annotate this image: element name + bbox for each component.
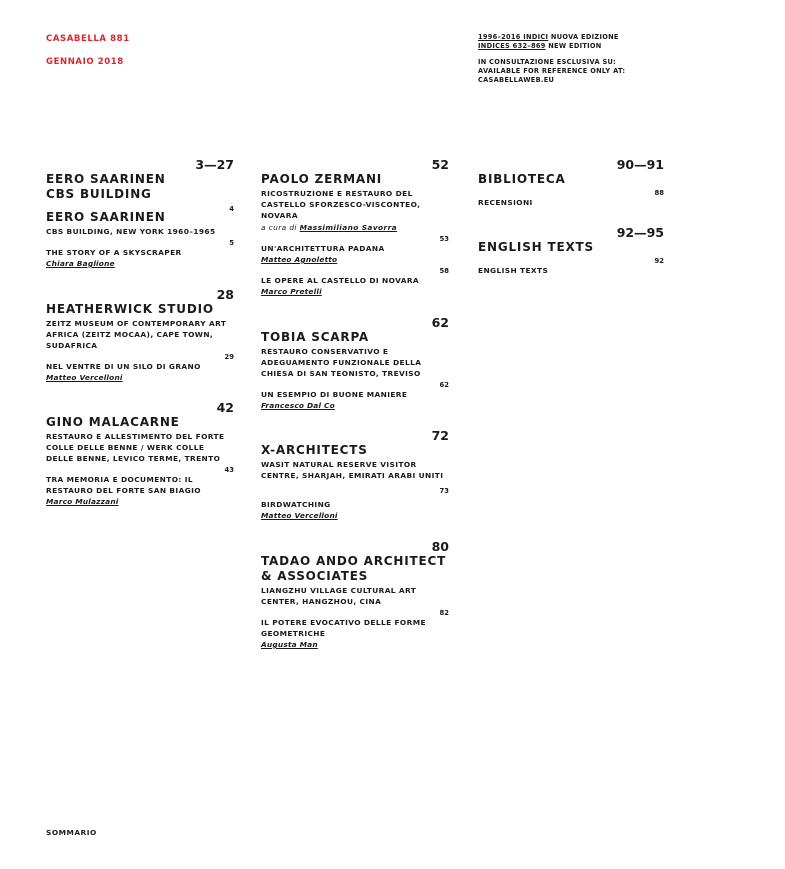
article-author[interactable]: Matteo Vercelloni: [261, 511, 338, 520]
section-scarpa: [261, 316, 449, 411]
article-page-number: 58: [439, 267, 449, 275]
index-info-block: [478, 33, 625, 85]
index-italian-link[interactable]: 1996–2016 INDICI: [478, 33, 549, 41]
article-author[interactable]: Marco Mulazzani: [46, 497, 119, 506]
article-subtitle: CBS BUILDING, NEW YORK 1960–1965: [46, 227, 216, 236]
section-page-number: 62: [431, 315, 449, 330]
article-page-number: 82: [439, 609, 449, 617]
section-title: X-ARCHITECTS: [261, 443, 368, 457]
section-subtitle: RICOSTRUZIONE E RESTAURO DEL CASTELLO SFORZESCO-VISCONTEO, NOVARA: [261, 189, 421, 220]
article-title: LE OPERE AL CASTELLO DI NOVARA: [261, 276, 420, 285]
section-zermani: [261, 158, 449, 297]
section-title: PAOLO ZERMANI: [261, 172, 383, 186]
curator-name[interactable]: Massimiliano Savorra: [299, 223, 397, 232]
article-title: UN'ARCHITETTURA PADANA: [261, 244, 385, 253]
reference-line-it: IN CONSULTAZIONE ESCLUSIVA SU:: [478, 58, 617, 66]
article-title: TRA MEMORIA E DOCUMENTO: IL RESTAURO DEL FORTE SAN BIAGIO: [46, 475, 201, 495]
article-title: THE STORY OF A SKYSCRAPER: [46, 248, 182, 257]
article-author[interactable]: Chiara Baglione: [46, 259, 115, 268]
section-xarchitects: [261, 429, 449, 521]
section-page-number: 52: [431, 157, 449, 172]
article-title: ENGLISH TEXTS: [478, 266, 549, 275]
section-page-number: 90—91: [616, 157, 664, 172]
article-author[interactable]: Marco Pretelli: [261, 287, 322, 296]
section-subtitle: ZEITZ MUSEUM OF CONTEMPORARY ART AFRICA (ZEITZ MOCAA), CAPE TOWN, SUDAFRICA: [46, 319, 227, 350]
article-title: RECENSIONI: [478, 198, 533, 207]
section-saarinen: [46, 158, 234, 269]
index-english-line: INDICES 632–869 NEW EDITION: [478, 42, 602, 50]
article-title: NEL VENTRE DI UN SILO DI GRANO: [46, 362, 201, 371]
article-author[interactable]: Matteo Vercelloni: [46, 373, 123, 382]
article-title: IL POTERE EVOCATIVO DELLE FORME GEOMETRICHE: [261, 618, 426, 638]
section-page-number: 28: [216, 287, 234, 302]
article-page-number: 43: [224, 466, 234, 474]
section-subtitle: WASIT NATURAL RESERVE VISITOR CENTRE, SHARJAH, EMIRATI ARABI UNITI: [261, 460, 444, 480]
section-page-number: 42: [216, 400, 234, 415]
section-heatherwick: [46, 288, 234, 383]
article-page-number: 62: [439, 381, 449, 389]
article-author[interactable]: Augusta Man: [261, 640, 318, 649]
section-title: CBS BUILDING: [46, 187, 152, 201]
issue-date: GENNAIO 2018: [46, 57, 124, 67]
toc-column-2: [261, 158, 449, 650]
article-page-number: 53: [439, 235, 449, 243]
article-title: UN ESEMPIO DI BUONE MANIERE: [261, 390, 408, 399]
page-footer-label: SOMMARIO: [46, 828, 97, 837]
article-page-number: 92: [654, 257, 664, 265]
article-author[interactable]: Francesco Dal Co: [261, 401, 335, 410]
section-ando: [261, 540, 449, 650]
index-italian-line: 1996–2016 INDICI NUOVA EDIZIONE: [478, 33, 619, 41]
reference-line-en: AVAILABLE FOR REFERENCE ONLY AT:: [478, 67, 626, 75]
section-title: GINO MALACARNE: [46, 415, 180, 429]
section-subtitle: RESTAURO E ALLESTIMENTO DEL FORTE COLLE DELLE BENNE / WERK COLLE DELLE BENNE, LEVICO TERME, TRENTO: [46, 432, 225, 463]
section-page-number: 80: [431, 539, 449, 554]
section-page-number: 3—27: [195, 157, 234, 172]
index-english-link[interactable]: INDICES 632–869: [478, 42, 546, 50]
article-title: BIRDWATCHING: [261, 500, 331, 509]
section-english-texts: [478, 226, 664, 276]
section-subtitle: RESTAURO CONSERVATIVO E ADEGUAMENTO FUNZIONALE DELLA CHIESA DI SAN TEONISTO, TREVISO: [261, 347, 422, 378]
section-title: TOBIA SCARPA: [261, 330, 370, 344]
article-heading: EERO SAARINEN: [46, 210, 166, 224]
reference-website[interactable]: CASABELLAWEB.EU: [478, 76, 555, 84]
section-title: BIBLIOTECA: [478, 172, 566, 186]
section-page-number: 92—95: [616, 225, 664, 240]
article-page-number: 29: [224, 353, 234, 361]
section-page-number: 72: [431, 428, 449, 443]
article-author[interactable]: Matteo Agnoletto: [261, 255, 338, 264]
article-page-number: 5: [229, 239, 234, 247]
article-page-number: 88: [654, 189, 664, 197]
section-malacarne: [46, 401, 234, 507]
section-title: HEATHERWICK STUDIO: [46, 302, 214, 316]
section-biblioteca: [478, 158, 664, 208]
section-title: EERO SAARINEN: [46, 172, 166, 186]
article-page-number: 73: [439, 487, 449, 495]
section-title: TADAO ANDO ARCHITECT & ASSOCIATES: [261, 554, 447, 583]
toc-column-3: [478, 158, 664, 276]
section-subtitle: LIANGZHU VILLAGE CULTURAL ART CENTER, HANGZHOU, CINA: [261, 586, 417, 606]
curator-line: a cura di Massimiliano Savorra: [261, 223, 397, 232]
article-page-number: 4: [229, 205, 234, 213]
section-title: ENGLISH TEXTS: [478, 240, 594, 254]
toc-column-1: [46, 158, 234, 507]
magazine-issue: CASABELLA 881: [46, 34, 130, 44]
